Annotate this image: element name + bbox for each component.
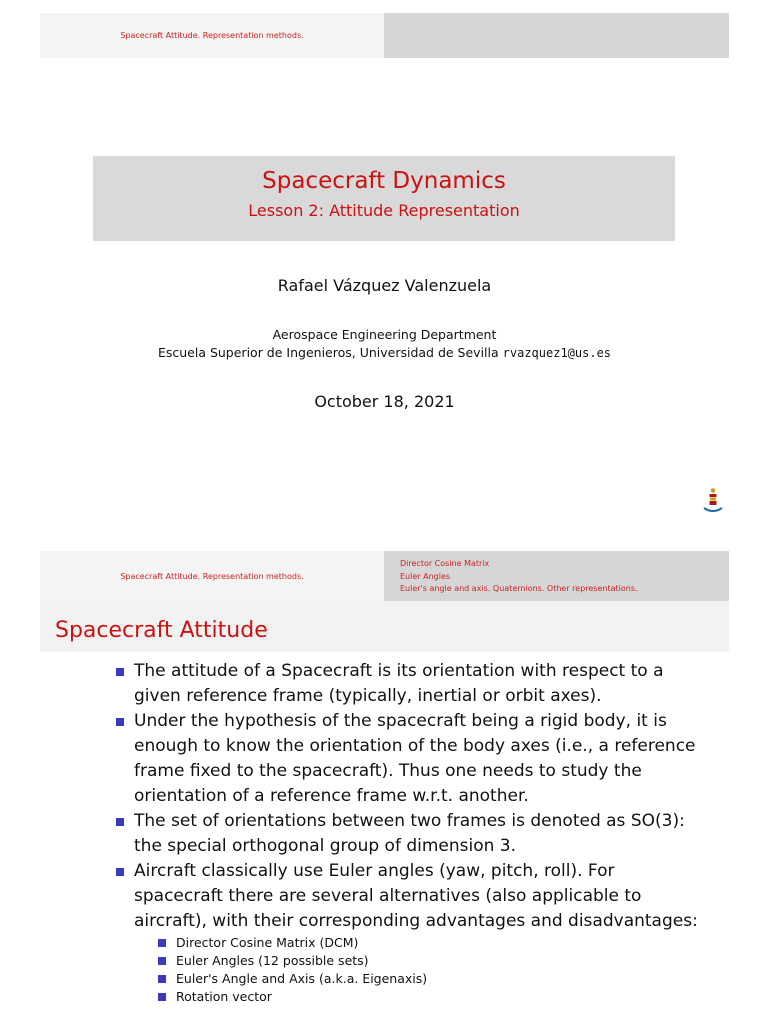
sub-bullet-item: Euler Angles (12 possible sets) bbox=[158, 952, 706, 970]
frame-title: Spacecraft Attitude bbox=[40, 601, 729, 652]
bullet-item: The set of orientations between two frames is denoted as SO(3): the special orthogonal group of dimension 3. bbox=[116, 809, 706, 859]
sub-bullet-item: Rotation vector bbox=[158, 988, 706, 1006]
university-logo-icon bbox=[702, 488, 724, 514]
headline-nav-area bbox=[384, 13, 729, 58]
sub-bullet-item: Euler's Angle and Axis (a.k.a. Eigenaxis) bbox=[158, 970, 706, 988]
department: Aerospace Engineering Department bbox=[272, 327, 497, 342]
headline-section-title[interactable]: Spacecraft Attitude. Representation methods. bbox=[40, 551, 384, 601]
institution bbox=[40, 326, 729, 362]
bullet-text: Aircraft classically use Euler angles (yaw, pitch, roll). For spacecraft there are several alternatives (also applicable to aircraft), with their corresponding advantages and disadvantages: bbox=[134, 861, 698, 931]
bullet-item: The attitude of a Spacecraft is its orientation with respect to a given reference frame (typically, inertial or orbit axes). bbox=[116, 659, 706, 709]
presentation-date: October 18, 2021 bbox=[314, 392, 455, 411]
bullet-item: Under the hypothesis of the spacecraft being a rigid body, it is enough to know the orientation of the body axes (i.e., a reference frame fixed to the spacecraft). Thus one needs to study the orientation of a reference frame w.r.t. another. bbox=[116, 709, 706, 809]
nav-item[interactable]: Euler's angle and axis. Quaternions. Other representations. bbox=[400, 584, 638, 593]
school: Escuela Superior de Ingenieros, Universidad de Sevilla bbox=[157, 345, 499, 360]
nav-item[interactable]: Director Cosine Matrix bbox=[400, 559, 490, 568]
content-slide bbox=[40, 551, 729, 1024]
title-slide bbox=[40, 13, 729, 520]
author-name: Rafael Vázquez Valenzuela bbox=[277, 276, 492, 295]
sub-bullet-item: Director Cosine Matrix (DCM) bbox=[158, 934, 706, 952]
title-box bbox=[93, 156, 675, 241]
presentation-subtitle: Lesson 2: Attitude Representation bbox=[248, 201, 520, 220]
slide-headline bbox=[40, 13, 729, 58]
sub-bullet-list bbox=[134, 934, 706, 1006]
presentation-title: Spacecraft Dynamics bbox=[262, 168, 506, 194]
slide-headline bbox=[40, 551, 729, 601]
headline-nav bbox=[384, 551, 729, 601]
headline-section-title[interactable]: Spacecraft Attitude. Representation methods. bbox=[40, 13, 384, 58]
email: rvazquez1@us.es bbox=[502, 346, 612, 360]
school-line bbox=[40, 344, 729, 362]
bullet-item bbox=[116, 859, 706, 1006]
bullet-list bbox=[116, 659, 706, 1006]
nav-item[interactable]: Euler Angles bbox=[400, 571, 451, 581]
